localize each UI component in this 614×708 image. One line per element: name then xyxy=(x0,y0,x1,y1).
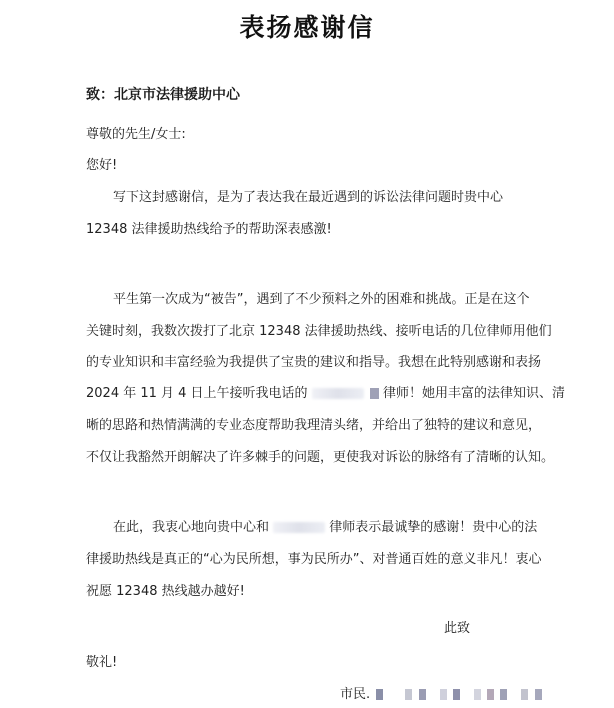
letter-title: 表扬感谢信 xyxy=(239,13,375,42)
redaction-block xyxy=(474,689,481,700)
redaction-block xyxy=(440,689,447,700)
para3-line1-before: 在此，我衷心地向贵中心和 xyxy=(113,520,270,535)
redaction-block xyxy=(521,689,528,700)
para2-line4 xyxy=(86,382,565,401)
para2-line6: 不仅让我豁然开朗解决了许多棘手的问题，更使我对诉讼的脉络有了清晰的认知。 xyxy=(86,450,555,465)
greeting: 您好! xyxy=(86,158,118,173)
recipient-line: 致：北京市法律援助中心 xyxy=(86,87,240,103)
redacted-lawyer-name xyxy=(273,522,325,533)
redacted-lawyer-name xyxy=(312,388,364,399)
redacted-signature xyxy=(374,687,541,702)
redaction-block xyxy=(419,689,426,700)
para3-line1 xyxy=(113,516,537,535)
redaction-block xyxy=(405,689,412,700)
signature-line xyxy=(340,683,542,702)
para3-line1-after: 律师表示最诚挚的感谢！贵中心的法 xyxy=(329,520,538,535)
para2-line1: 平生第一次成为“被告”，遇到了不少预料之外的困难和挑战。正是在这个 xyxy=(113,292,530,307)
para1-line2: 12348 法律援助热线给予的帮助深表感激! xyxy=(86,222,332,237)
signature-label: 市民. xyxy=(340,687,371,702)
para1-line1: 写下这封感谢信，是为了表达我在最近遇到的诉讼法律问题时贵中心 xyxy=(113,190,504,205)
redaction-block xyxy=(500,689,507,700)
redaction-block xyxy=(535,689,542,700)
redaction-block xyxy=(370,388,379,399)
redaction-block xyxy=(376,689,383,700)
para2-line4-after: 律师！她用丰富的法律知识、清 xyxy=(382,386,565,401)
redaction-block xyxy=(453,689,460,700)
closing-jingli: 敬礼! xyxy=(86,655,118,670)
redaction-block xyxy=(487,689,494,700)
salutation: 尊敬的先生/女士: xyxy=(86,127,186,142)
para2-line5: 晰的思路和热情满满的专业态度帮助我理清头绪，并给出了独特的建议和意见， xyxy=(86,418,542,433)
para2-line4-before: 2024 年 11 月 4 日上午接听我电话的 xyxy=(86,386,308,401)
para3-line3: 祝愿 12348 热线越办越好! xyxy=(86,584,245,599)
para2-line2: 关键时刻，我数次拨打了北京 12348 法律援助热线、接听电话的几位律师用他们 xyxy=(86,324,552,339)
para2-line3: 的专业知识和丰富经验为我提供了宝贵的建议和指导。我想在此特别感谢和表扬 xyxy=(86,355,542,370)
closing-cishi: 此致 xyxy=(444,621,471,636)
para3-line2: 律援助热线是真正的“心为民所想，事为民所办”、对普通百姓的意义非凡！衷心 xyxy=(86,552,542,567)
